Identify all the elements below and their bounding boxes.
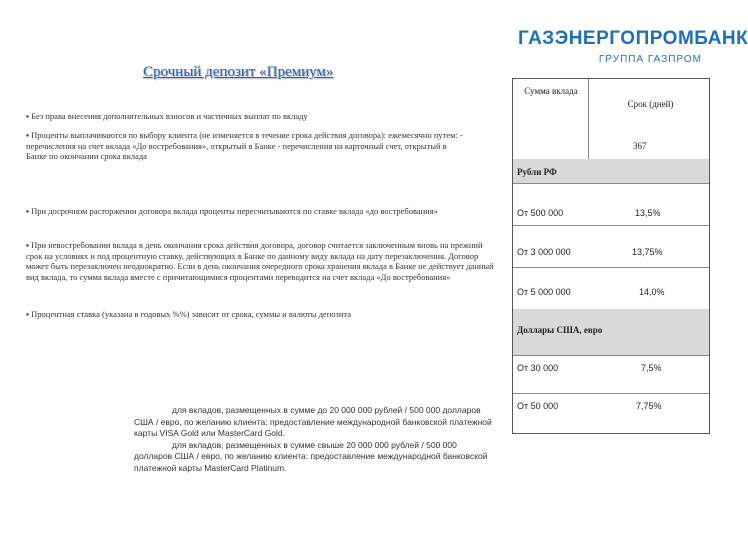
note-gold-card: для вкладов, размещенных в сумме до 20 000 000 рублей / 500 000 долларов США / евро, по желанию клиента: предоставление международной банковской платежной карты VISA Gold или MasterCard Gold.	[134, 405, 492, 438]
logo-main-text: ГАЗЭНЕРГОПРОМБАНК	[518, 28, 748, 49]
rub-rate-3: 14,0%	[639, 287, 665, 297]
page-title: Срочный депозит «Премиум»	[143, 64, 334, 80]
amount-column-header: Сумма вклада	[524, 86, 578, 96]
condition-interest-payment: ▪ Проценты выплачиваются по выбору клиента (не изменяется в течение срока действия договора): ежемесячно путем: - перечисления на счет вклада «До востребования», открытый в Банке - перечисления на карточный счет, открытый в Банке по окончании срока вклада	[26, 130, 463, 161]
logo-sub-text: ГРУППА ГАЗПРОМ	[598, 54, 702, 65]
rub-rate-1: 13,5%	[635, 208, 661, 218]
usd-amount-1: От 30 000	[517, 363, 559, 373]
usd-section-label: Доллары США, евро	[517, 325, 603, 335]
note-platinum-card: для вкладов, размещенных в сумме свыше 20 000 000 рублей / 500 000 долларов США / евро, по желанию клиента: предоставление международной банковской платежной карты MasterCard Platinum.	[134, 439, 488, 473]
condition-no-additions: ▪ Без права внесения дополнительных взносов и частичных выплат по вкладу	[26, 111, 308, 121]
term-column-header: Срок (дней)	[627, 99, 674, 109]
condition-rate-dependency: ▪ Процентная ставка (указана в годовых %%) зависит от срока, суммы и валюты депозита	[26, 309, 352, 319]
condition-renewal: ▪ При невостребовании вклада в день окончания срока действия договора, договор считается заключенным вновь на прежний срок на условиях и под процентную ставку, действующих в Банке по данному виду вклада на дату перезаключения. Договор может быть перезаключен неоднократно. Если в день окончания очередного срока хранения вклада в Банке не действует данный вид вклада, то сумма вклада вместе с причитающимися процентами переводится на счет вклада «До востребования»	[26, 240, 494, 282]
rates-table	[512, 78, 710, 434]
condition-early-termination: ▪ При досрочном расторжении договора вклада проценты пересчитываются по ставке вклада «до востребования»	[26, 206, 438, 216]
term-value: 367	[633, 141, 647, 151]
bank-logo	[518, 28, 748, 65]
rub-section-label: Рубли РФ	[517, 167, 557, 177]
rub-amount-3: От 5 000 000	[517, 287, 571, 297]
usd-rate-1: 7,5%	[641, 363, 662, 373]
rub-rate-2: 13,75%	[632, 247, 663, 257]
usd-amount-2: От 50 000	[517, 401, 559, 411]
usd-rate-2: 7,75%	[636, 401, 662, 411]
card-offer-note	[134, 405, 494, 474]
rub-amount-1: От 500 000	[517, 208, 564, 218]
rub-amount-2: От 3 000 000	[517, 247, 571, 257]
